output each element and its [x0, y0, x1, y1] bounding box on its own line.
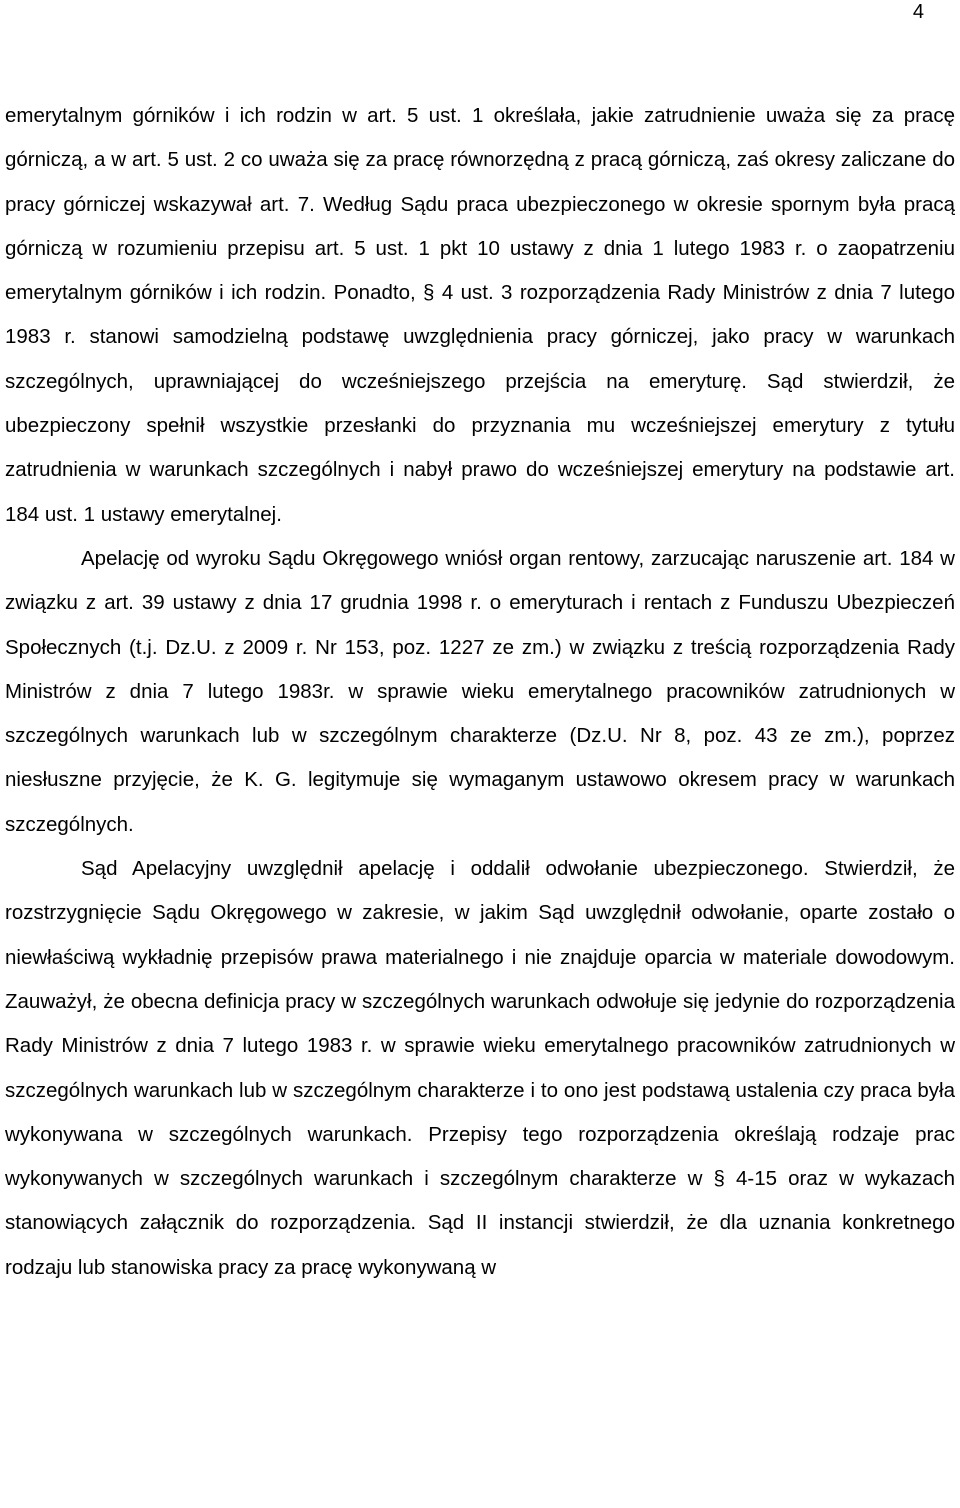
paragraph-continued: emerytalnym górników i ich rodzin w art. 5 ust. 1 określała, jakie zatrudnienie uważa się za pracę górniczą, a w art. 5 ust. 2 co uważa się za pracę równorzędną z pracą górniczą, zaś okresy zaliczane do pracy górniczej wskazywał art. 7. Według Sądu praca ubezpieczonego w okresie spornym była pracą górniczą w rozumieniu przepisu art. 5 ust. 1 pkt 10 ustawy z dnia 1 lutego 1983 r. o zaopatrzeniu emerytalnym górników i ich rodzin. Ponadto, § 4 ust. 3 rozporządzenia Rady Ministrów z dnia 7 lutego 1983 r. stanowi samodzielną podstawę uwzględnienia pracy górniczej, jako pracy w warunkach szczególnych, uprawniającej do wcześniejszego przejścia na emeryturę. Sąd stwierdził, że ubezpieczony spełnił wszystkie przesłanki do przyznania mu wcześniejszej emerytury z tytułu zatrudnienia w warunkach szczególnych i nabył prawo do wcześniejszej emerytury na podstawie art. 184 ust. 1 ustawy emerytalnej.	[5, 104, 955, 526]
document-body	[5, 94, 955, 1290]
paragraph-appeal: Apelację od wyroku Sądu Okręgowego wniósł organ rentowy, zarzucając naruszenie art. 184 w związku z art. 39 ustawy z dnia 17 grudnia 1998 r. o emeryturach i rentach z Funduszu Ubezpieczeń Społecznych (t.j. Dz.U. z 2009 r. Nr 153, poz. 1227 ze zm.) w związku z treścią rozporządzenia Rady Ministrów z dnia 7 lutego 1983r. w sprawie wieku emerytalnego pracowników zatrudnionych w szczególnych warunkach lub w szczególnym charakterze (Dz.U. Nr 8, poz. 43 ze zm.), poprzez niesłuszne przyjęcie, że K. G. legitymuje się wymaganym ustawowo okresem pracy w warunkach szczególnych.	[5, 546, 955, 836]
paragraph-appellate-court: Sąd Apelacyjny uwzględnił apelację i oddalił odwołanie ubezpieczonego. Stwierdził, że rozstrzygnięcie Sądu Okręgowego w zakresie, w jakim Sąd uwzględnił odwołanie, oparte zostało o niewłaściwą wykładnię przepisów prawa materialnego i nie znajduje oparcia w materiale dowodowym. Zauważył, że obecna definicja pracy w szczególnych warunkach odwołuje się jedynie do rozporządzenia Rady Ministrów z dnia 7 lutego 1983 r. w sprawie wieku emerytalnego pracowników zatrudnionych w szczególnych warunkach lub w szczególnym charakterze i to ono jest podstawą ustalenia czy praca była wykonywana w szczególnych warunkach. Przepisy tego rozporządzenia określają rodzaje prac wykonywanych w szczególnych warunkach i szczególnym charakterze w § 4-15 oraz w wykazach stanowiących załącznik do rozporządzenia. Sąd II instancji stwierdził, że dla uznania konkretnego rodzaju lub stanowiska pracy za pracę wykonywaną w	[5, 857, 955, 1279]
page-number: 4	[912, 1, 924, 23]
